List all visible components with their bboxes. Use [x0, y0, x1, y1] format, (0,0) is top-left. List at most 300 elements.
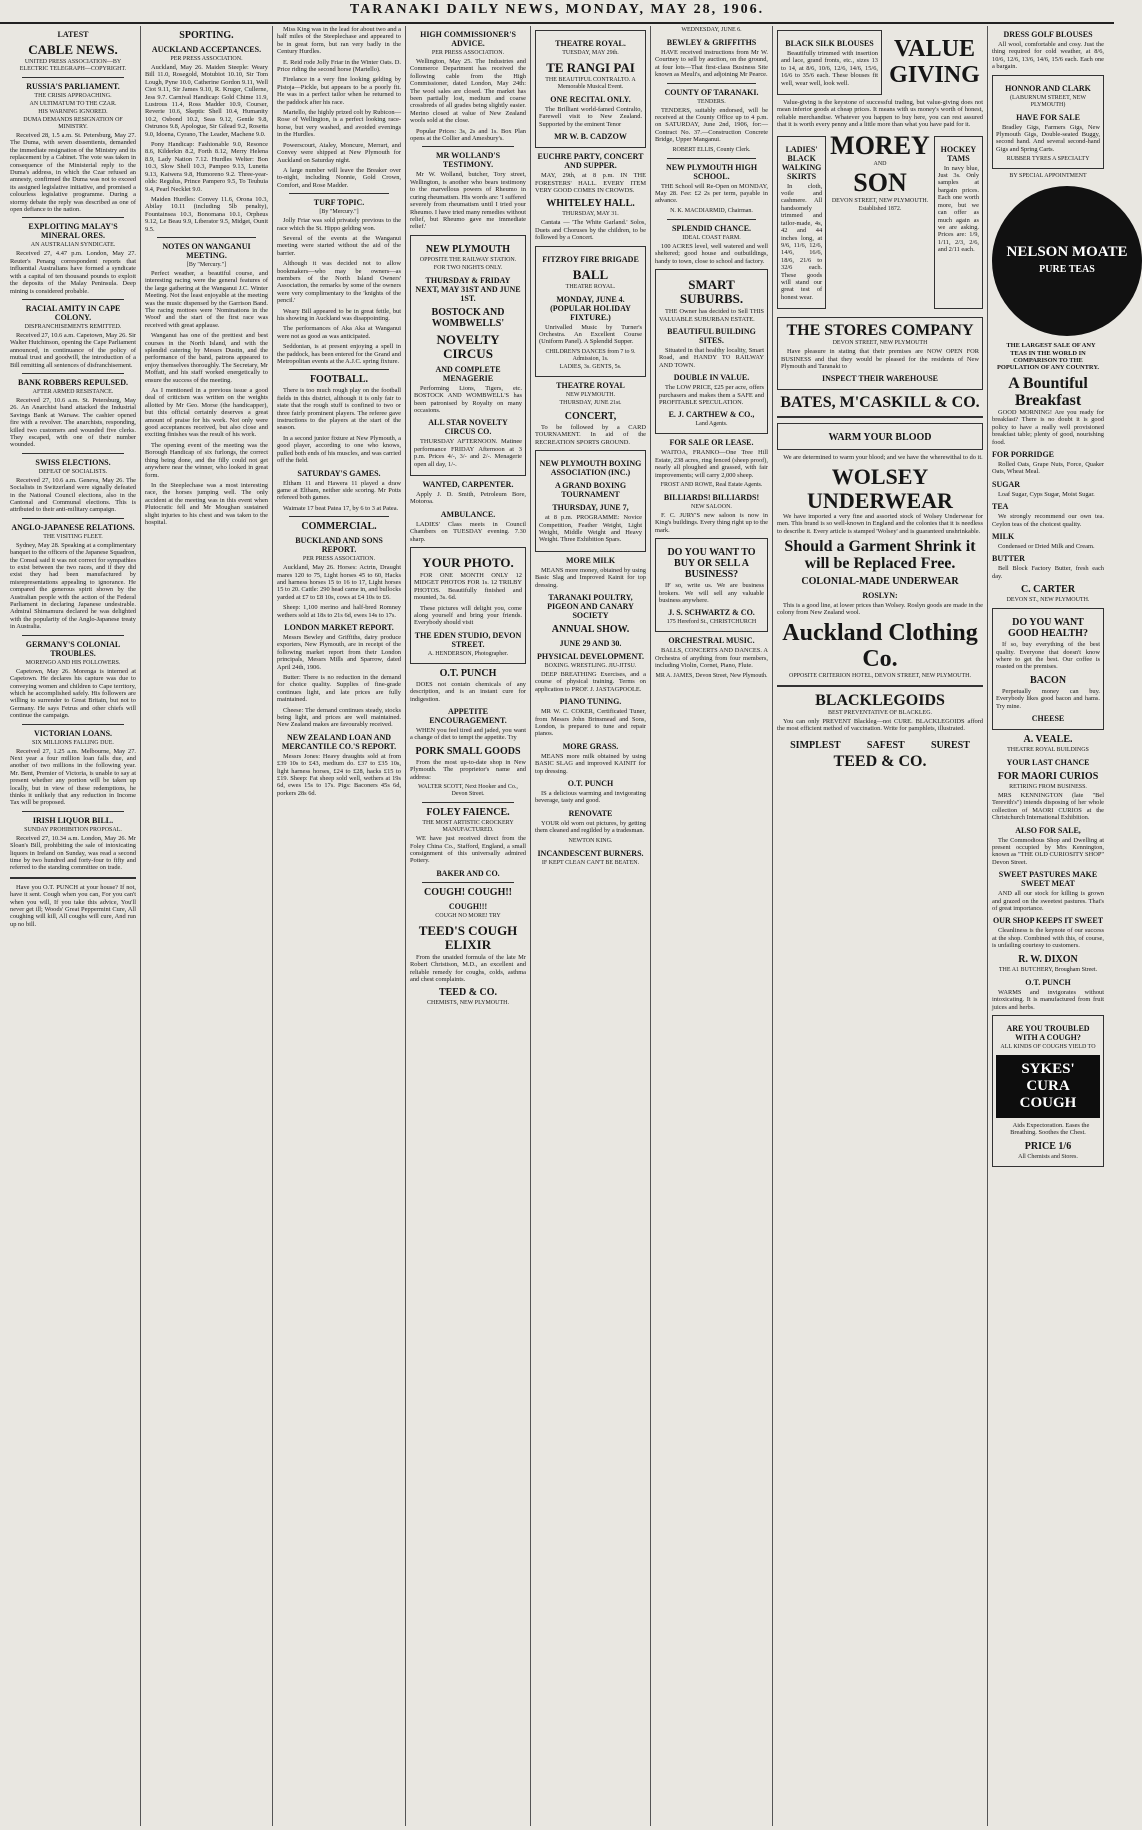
sale-body: WAITOA, FRANKO—One Tree Hill Estate, 238 acres, ring fenced (sheep proof), nearly all ploughed and grassed, with fair improvements; will carry 2,000 sheep.: [655, 449, 768, 479]
press-credit: UNITED PRESS ASSOCIATION—BY ELECTRIC TELEGRAPH—COPYRIGHT.: [19, 59, 127, 72]
column-6: [651, 26, 773, 1826]
masthead-title: TARANAKI DAILY NEWS, MONDAY, MAY 28, 1906.: [349, 2, 765, 17]
anglo-heading: ANGLO-JAPANESE RELATIONS.: [11, 522, 135, 532]
cape-body: Received 27, 10.6 a.m. Capetown, May 26. Sir Walter Hutchinson, opening the Cape Parliament announced, in continuance of the policy of mutual trust and goodwill, the introduction of a Bill remitting all sentences of disfranchisement.: [10, 331, 136, 369]
teed-name: TEED & CO.: [438, 987, 498, 999]
carthew-heading: E. J. CARTHEW & CO.,: [668, 410, 755, 420]
football-body-4: Waimate 17 beat Patea 17, by 6 to 3 at Patea.: [283, 504, 399, 512]
punch-body: DOES not contain chemicals of any description, and is an instant cure for indigestion.: [410, 680, 526, 703]
more-milk-heading: MORE MILK: [565, 555, 616, 565]
warm-blood-box: [777, 423, 983, 450]
dixon-heading: R. W. DIXON: [1018, 953, 1078, 965]
russia-body: Received 28, 1.5 a.m. St. Petersburg, May 27. The Duma, with seven dissentients, demanded the immediate resignation of the Ministry and its replacement by a Cabinet. The vote was taken in consequence of the Ministerial reply to the Duma's address, in which the Czar refused an amnesty, confirmed the Duma was not to exceed its assigned legislative initiative, and promised a colourless legislative programme. During a stormy debate the reply was described as one of open defiance to the nation.: [10, 132, 136, 214]
veale-sub: THEATRE ROYAL BUILDINGS: [1007, 747, 1089, 753]
health-body: If so, buy everything of the best quality. Everyone that doesn't know where to get the best. Our coffee is roasted on the premises.: [996, 641, 1100, 671]
te-date: TUESDAY, MAY 29th.: [562, 50, 619, 56]
column-1: [6, 26, 141, 1826]
sykes-price-sub: All Chemists and Stores.: [1018, 1153, 1078, 1160]
stores-inspect: INSPECT THEIR WAREHOUSE: [821, 374, 939, 384]
newspaper-columns: [6, 26, 1128, 1826]
physical-sub: BOXING. WRESTLING. JIU-JITSU.: [544, 662, 637, 669]
racing-note-3: Firelance in a very fine looking gelding by Pistoja—Pickle, but appears to be a poorly fit. He was in a perfect tailor when he returned to the paddock after his race.: [277, 76, 401, 106]
blacklegoids-heading: BLACKLEGOIDS: [815, 691, 945, 709]
auckland-clothing-heading: Auckland Clothing Co.: [782, 619, 978, 672]
circus-town: NEW PLYMOUTH: [425, 243, 511, 255]
cough-yields: ALL KINDS OF COUGHS YIELD TO: [1000, 1043, 1096, 1050]
county-clerk: ROBERT ELLIS, County Clerk.: [672, 146, 751, 153]
butter-list: Bell Block Factory Butter, fresh each day.: [992, 565, 1104, 580]
te-tenor: MR W. B. CADZOW: [554, 132, 627, 142]
swiss-body: Received 27, 10.6 a.m. Geneva, May 26. The Socialists in Switzerland were signally defeated in the National Council elections, also in the Cantonal and Communal elections. This is attributed to their anti-military campaign.: [10, 476, 136, 514]
nelson-heading: NELSON MOATE: [1006, 244, 1128, 261]
ball-children: CHILDREN'S DANCES from 7 to 9. Admission, 1s.: [545, 348, 636, 362]
football-heading: FOOTBALL.: [309, 374, 369, 386]
smart-body: THE Owner has decided to Sell THIS VALUABLE SUBURBAN ESTATE.: [659, 308, 764, 323]
boxing-org: NEW PLYMOUTH BOXING ASSOCIATION (INC.): [539, 459, 642, 478]
punch-body-2: IS a delicious warming and invigorating beverage, tasty and good.: [535, 790, 646, 805]
walking-body: In cloth, voile and cashmere. All handsomely trimmed and tailor-made, 4s, 42 and 44 inches long, at 9/6, 11/6, 12/6, 14/6, 16/6, 18/6, 21/6 to 32/6 each. These goods will stand our great test of honest wear.: [781, 182, 823, 301]
foley-sub: THE MOST ARTISTIC CROCKERY MANUFACTURED.: [422, 820, 514, 834]
nelson-sub: PURE TEAS: [1039, 264, 1095, 276]
byline: [By "Mercury."]: [319, 209, 359, 216]
teed-elixir-heading: TEED'S COUGH ELIXIR: [418, 922, 518, 952]
irish-body: Received 27, 10.34 a.m. London, May 26. Mr Sloan's Bill, prohibiting the sale of intoxicating liquors in Ireland on Sunday, was read a second time by two hundred and forty-four to fifty and referred to the standing committee on trade.: [10, 834, 136, 872]
all-star-heading: ALL STAR NOVELTY CIRCUS CO.: [428, 418, 508, 437]
last-chance-heading: YOUR LAST CHANCE: [1006, 758, 1090, 767]
hockey-heading: HOCKEY TAMS: [940, 144, 977, 163]
silk-blouses-ad: [777, 30, 882, 95]
poultry-heading: TARANAKI POULTRY, PIGEON AND CANARY SOCIETY: [547, 592, 634, 620]
sweet-body: AND all our stock for killing is grown and grazed on the sweetest pastures. That's of great importance.: [992, 890, 1104, 913]
school-body: THE School will Re-Open on MONDAY, May 28. Fee: £2 2s per term, payable in advance.: [655, 182, 768, 205]
wanganui-heading: NOTES ON WANGANUI MEETING.: [162, 241, 251, 260]
blacklegoids-body: You can only PREVENT Blackleg—not CURE. BLACKLEGOIDS afford the most efficient method of vaccination. Write for pamphlets, illustrated.: [777, 717, 983, 733]
vic-sub: SIX MILLIONS FALLING DUE.: [32, 739, 114, 746]
cough-question: ARE YOU TROUBLED WITH A COUGH?: [1006, 1023, 1090, 1042]
cough-heading: COUGH! COUGH!!: [423, 886, 513, 898]
bewley-heading: BEWLEY & GRIFFITHS: [666, 38, 757, 47]
slogan-simplest: SIMPLEST: [790, 739, 841, 751]
te-theatre: THEATRE ROYAL.: [555, 39, 626, 48]
sites-heading: BEAUTIFUL BUILDING SITES.: [667, 326, 756, 345]
circus-venue: OPPOSITE THE RAILWAY STATION.: [419, 256, 517, 263]
blood-body: We are determined to warm your blood; and we have the wherewithal to do it.: [783, 454, 983, 462]
column-3: [273, 26, 406, 1826]
poultry-date: JUNE 29 AND 30.: [559, 638, 622, 648]
russia-sub-3: HIS WARNING IGNORED.: [38, 109, 108, 115]
teed-body: From the unaided formula of the late Mr Robert Christison, M.D., an excellent and reliable remedy for coughs, colds, asthma and chest complaints.: [410, 953, 526, 983]
te-sub: THE BEAUTIFUL CONTRALTO. A Memorable Musical Event.: [545, 77, 636, 90]
appointment-line: BY SPECIAL APPOINTMENT: [1009, 173, 1087, 180]
germany-body: Capetown, May 26. Morenga is interned at Capetown. He declares his capture was due to conveying women and children to Cape territory, which he accomplished safely. His followers are willing to surrender to Great Britain, but not to Germany. He says Fetrus and other chiefs will continue the campaign.: [10, 667, 136, 720]
top-date: WEDNESDAY, JUNE 6.: [681, 27, 742, 33]
column-4: [406, 26, 531, 1826]
turf-note-1: Jolly Friar was sold privately previous to the race which the St. Hippo gelding won.: [277, 217, 401, 232]
double-body: The LOW PRICE, £25 per acre, offers purchasers and makes them a SAFE and PROFITABLE SPECULATION.: [659, 384, 764, 406]
germany-heading: GERMANY'S COLONIAL TROUBLES.: [25, 639, 121, 658]
appetite-heading: APPETITE ENCOURAGEMENT.: [429, 707, 507, 726]
turf-note-4: Weary Bill appeared to be in great fettle, but his showing in Auckland was disappointing.: [277, 307, 401, 322]
football-body-1: There is too much rough play on the football fields in this district, although it is only fair to state that the rough stuff is confined to two or three fairly prominent players. The referee gave instructions to the players at the start of the season.: [277, 387, 401, 432]
honnor-foot: RUBBER TYRES A SPECIALTY: [1006, 156, 1090, 163]
incandescent-heading: INCANDESCENT BURNERS.: [537, 848, 644, 858]
wanganui-notes-3: As I mentioned in a previous issue a good deal of criticism was written on the weights allotted by Mr Geo. Morse (the handicapper), but this official certainly deserves a great amount of praise for his work. Not only were good acceptances received, but also close and exciting finishes was the result of his work.: [145, 387, 268, 439]
boxing-date: THURSDAY, JUNE 7,: [552, 503, 629, 513]
russia-heading: RUSSIA'S PARLIAMENT.: [26, 82, 120, 91]
morey-and: AND: [873, 160, 887, 167]
appetite-body: WHEN you feel tired and jaded, you want a change of diet to tempt the appetite. Try: [410, 727, 526, 742]
circus-novelty: NOVELTY CIRCUS: [436, 331, 500, 361]
press-credit: PER PRESS ASSOCIATION.: [431, 50, 505, 56]
wanganui-notes-4: The opening event of the meeting was the Borough Handicap of six furlongs, the correct thing being done, and the filly could not get anywhere near the winner, who looked in great form.: [145, 441, 268, 479]
punch-heading-2: O.T. PUNCH: [567, 779, 614, 788]
sykes-body: Aids Expectoration. Eases the Breathing. Soothes the Chest.: [1010, 1121, 1090, 1137]
slogan-surest: SUREST: [930, 739, 970, 751]
health-ad: [992, 608, 1104, 730]
maori-heading: FOR MAORI CURIOS: [997, 771, 1099, 782]
column-7: [773, 26, 988, 1826]
blacklegoids-vendor: TEED & CO.: [833, 752, 927, 770]
stores-body: Have pleasure in stating that their premises are NOW OPEN FOR BUSINESS and that they would be pleased for the residents of New Plymouth and Taranaki to: [781, 348, 979, 370]
honnor-body: Bradley Gigs, Farmers Gigs, New Plymouth Gigs, Double-seated Buggy, second hand. And several second-hand Gigs and Spring Carts.: [996, 123, 1100, 153]
circus-nights: FOR TWO NIGHTS ONLY.: [433, 264, 503, 271]
honnor-sale: HAVE FOR SALE: [1016, 112, 1080, 122]
morey-established: Established 1872.: [858, 205, 902, 212]
bank-body: Received 27, 10.6 a.m. St. Petersburg, May 26. An Anarchist band attacked the Industrial Savings Bank at Warsaw. The cashier opened fire with a revolver. The anarchists, responding, killed two customers and wounded five clerks. They escaped, with one of their number wounded.: [10, 396, 136, 449]
wanganui-notes-5: In the Steeplechase was a most interesting race, the horses jumping well. The only accident at the meeting was in this event when Plutocratic fell and Mr Moughan sustained slight injuries to his chest and was taken to the hospital.: [145, 481, 268, 526]
milk-label: MILK: [992, 531, 1015, 541]
piano-body: MR W. C. COKER, Certificated Tuner, from Messrs John Brinsmead and Sons, London, is prepared to tune and repair pianos.: [535, 708, 646, 738]
bacon-body: Perpetually money can buy. Everybody likes good bacon and hams. Try mine.: [996, 687, 1100, 710]
colonial-body: This is a good line, at lower prices than Wolsey. Roslyn goods are made in the colony from New Zealand wool.: [777, 602, 983, 617]
carthew-sub: Land Agents.: [695, 421, 728, 428]
whitely-heading: WHITELEY HALL.: [546, 198, 635, 210]
photo-body-2: These pictures will delight you, come along yourself and bring your friends. Everybody should visit: [414, 604, 522, 627]
county-sub: TENDERS.: [697, 98, 726, 105]
value-giving-ad: [886, 26, 983, 99]
te-body: The Brilliant world-famed Contralto, Farewell visit to New Zealand. Supported by the eminent Tenor: [539, 106, 642, 128]
high-commissioner-body: Wellington, May 25. The Industries and Commerce Department has received the following cable from the High Commissioner, dated London, May 24th: The wool sales are closed. The market has been partially lost, medium and coarse crossbreds of all grades being slightly easier. Merino closed at value of New Zealand wools sold at the close.: [410, 58, 526, 125]
football-body-3: Eltham 11 and Hawera 11 played a draw game at Eltham, neither side scoring. Mr Potts refereed both games.: [277, 479, 401, 502]
vic-heading: VICTORIAN LOANS.: [33, 728, 113, 738]
carter-sub: DEVON ST., NEW PLYMOUTH.: [1006, 597, 1090, 604]
circus-name: BOSTOCK AND WOMBWELLS': [431, 306, 505, 329]
auckland-acceptances-heading: AUCKLAND ACCEPTANCES.: [151, 45, 262, 54]
porridge-list: Rolled Oats, Grape Nuts, Force, Quaker Oats, Wheat Meal.: [992, 460, 1104, 476]
dress-golf-body: All wool, comfortable and cosy. Just the thing required for cold weather, at 8/6, 10/6, 12/6, 13/6, 14/6, 15/6 each. Each one a bargain.: [992, 41, 1104, 71]
silk-body: Beautifully trimmed with insertion and lace, grand fronts, etc., sizes 13 to 14, at 8/6, 10/6, 12/6, 14/6, 15/6, 16/6 to 35/6 each. These blouses fit well, wear well, look well.: [781, 50, 878, 87]
bountiful-body: GOOD MORNING! Are you ready for breakfast? There is no doubt it is good policy to have a really well provisioned breakfast table; plenty of good, nourishing food.: [992, 408, 1104, 446]
silk-heading: BLACK SILK BLOUSES: [785, 39, 874, 48]
germany-sub: MORENGO AND HIS FOLLOWERS.: [25, 659, 121, 666]
tea-list: We strongly recommend our own tea. Ceylon teas of the choicest quality.: [992, 513, 1104, 528]
ambulance-heading: AMBULANCE.: [440, 509, 496, 519]
auckland-clothing-address: OPPOSITE CRITERION HOTEL, DEVON STREET, NEW PLYMOUTH.: [788, 672, 971, 679]
fire-brigade-ball-ad: [535, 246, 646, 377]
vic-body: Received 27, 1.25 a.m. Melbourne, May 27. Next year a four million loan falls due, and another of two millions in the following year. Mr. Bent, Premier of Victoria, is unable to say at present whether any portion will be taken up locally, but in view of these redemptions, he thinks it unlikely that any reduction in Income Tax will be proposed.: [10, 747, 136, 807]
byline: [By "Mercury."]: [186, 261, 227, 268]
swiss-sub: DEFEAT OF SOCIALISTS.: [38, 468, 108, 475]
school-chairman: N. K. MACDIARMID, Chairman.: [670, 207, 753, 214]
theatre-2-heading: THEATRE ROYAL: [556, 380, 625, 390]
turf-note-2: Several of the events at the Wanganui meeting were started without the aid of the barrier.: [277, 234, 401, 257]
wolsey-heading: WOLSEY UNDERWEAR: [807, 463, 953, 513]
honnor-heading: HONNOR AND CLARK: [1005, 83, 1091, 93]
renovate-body: YOUR old worn out pictures, by getting them cleaned and regilded by a tradesman.: [535, 819, 646, 835]
russia-sub-2: AN ULTIMATUM TO THE CZAR.: [29, 101, 117, 107]
tea-label: TEA: [992, 502, 1009, 512]
theatre-2-date: THURSDAY, JUNE 21st.: [559, 399, 622, 406]
sale-heading: FOR SALE OR LEASE.: [669, 438, 754, 448]
ball-date: MONDAY, JUNE 4. (POPULAR HOLIDAY FIXTURE.): [550, 294, 631, 322]
morey-son: SON: [853, 167, 907, 197]
piano-heading: PIANO TUNING.: [559, 697, 622, 707]
cough-sub: COUGH!!!: [448, 901, 488, 911]
turf-note-3: Although it was decided not to allow bookmakers—who may be owners—as members of the North Island Owners' Association, the remarks by some of the owners were very complimentary to the 'knights of the pencil.': [277, 260, 401, 305]
acceptances-body-2: Pony Handicap: Fashionable 9.0, Resonce 8.6, Kilderkin 8.2, Forth 8.12, Merry Helena 8.9, Lady Nation 7.12. Hurdles Welter: Bon 10.3, Slow Shell 10.3, Pampeo 9.13, Lunetta 9.13, Kaiwera 9.8, Humoreno 9.2. Three-year-olds: Regulus, Prince Pampero 9.5, To Teuhuia 9.4, Pearl Necklet 9.0.: [145, 141, 268, 193]
sweet-heading: SWEET PASTURES MAKE SWEET MEAT: [998, 870, 1098, 889]
bank-heading: BANK ROBBERS REPULSED.: [17, 377, 129, 387]
splendid-sub: IDEAL COAST FARM.: [682, 234, 741, 241]
baker-name: BAKER AND CO.: [436, 868, 500, 878]
racing-note-1: Miss King was in the lead for about two and a half miles of the Steeplechase and appeared to be in great form, but ran very badly in the Century Hurdles.: [277, 26, 401, 56]
shrink-heading: Should a Garment Shrink it will be Replaced Free.: [784, 538, 976, 572]
dress-golf-heading: DRESS GOLF BLOUSES: [1003, 30, 1093, 39]
acceptances-body-1: Auckland, May 26. Maiden Steeple: Weary Bill 11.0, Rosegold, Motubiot 10.10, Sir Tom Lough, Pyne 10.0, Catherine Gordon 9.11, Well Ciot 9.11, Sir James 9.10, R. Kruger, Cullerne, Jess 9.7. Carnival Handicap: Gold Chime 11.9, Lustrous 11.4, Ross Madder 10.9, Courser, Reverie 10.6, Skeptic Shell 10.4, Humanity 10.2, Osbond 10.2, Seas 9.12, Gentle 9.8, Ostrunos 9.8, Apologue, Sir Gilead 9.2, Rosetta 9.0, Idoena, Cyrano, The Leader, Machene 9.0.: [145, 64, 268, 138]
bank-sub: AFTER ARMED RESISTANCE.: [32, 388, 114, 395]
malay-body: Received 27, 4.47 p.m. London, May 27. Reuter's Penang correspondent reports that influential Australians have formed a syndicate with a capital of ten thousand pounds to exploit the deposits of the Malay Peninsula. Deep mining is considered probable.: [10, 250, 136, 295]
column-2: [141, 26, 273, 1826]
bacon-heading: BACON: [1029, 674, 1067, 686]
punch-heading-3: O.T. PUNCH: [1025, 977, 1071, 987]
circus-days: THURSDAY & FRIDAY NEXT, MAY 31ST AND JUNE 1ST.: [415, 275, 521, 303]
wanganui-notes-1: Perfect weather, a beautiful course, and interesting racing were the general features of the large gathering at the Wanganui J.C. Winter Meeting. Not the least enjoyable at the meeting was the music dispensed by the Garrison Band. The racing mottoes were 'Nominations in the Wood' and the start of the first race was received with great applause.: [145, 269, 268, 329]
te-name: TE RANGI PAI: [546, 60, 635, 75]
porridge-label: FOR PORRIDGE: [992, 449, 1054, 459]
turf-note-5: The performances of Aka Aka at Wanganui were not as good as was anticipated.: [277, 325, 401, 340]
commercial-heading: COMMERCIAL.: [301, 521, 377, 533]
circus-body: Performing Lions, Tigers, etc. BOSTOCK AND WOMBWELL'S has been patronised by Royalty on many occasions.: [414, 384, 522, 414]
stores-address: DEVON STREET, NEW PLYMOUTH: [832, 340, 928, 347]
high-commissioner-heading: HIGH COMMISSIONER'S ADVICE.: [420, 30, 516, 48]
value-giving-body: Value-giving is the keystone of successful trading, but value-giving does not mean inferior goods at cheap prices. It means with us money's worth of honest, reliable merchandise. Whatever you happen to buy here, you can rest assured that it is worth every penny and a little more than what you have paid for it.: [777, 99, 983, 129]
stores-company-ad: [777, 317, 983, 390]
anglo-sub: THE VISITING FLEET.: [43, 533, 103, 540]
colonial-heading: COLONIAL-MADE UNDERWEAR: [801, 576, 959, 587]
walking-skirts-ad: [777, 136, 826, 310]
te-one-recital: ONE RECITAL ONLY.: [550, 95, 631, 104]
county-body: TENDERS, suitably endorsed, will be received at the County Office up to 4 p.m. on SATURDAY, June 2nd, 1906, for:— Contract No. 37.—Construction Concrete Bridge, Upper Manganui.: [655, 106, 768, 144]
grass-heading: MORE GRASS.: [562, 741, 619, 751]
russia-sub-4: DUMA DEMANDS RESIGNATION OF MINISTRY.: [23, 117, 123, 130]
maori-sub: RETIRING FROM BUSINESS.: [1009, 784, 1087, 790]
schwartz-address: 175 Hereford St., CHRISTCHURCH: [666, 619, 757, 626]
sites-body: Situated in that healthy locality, Smart Road, and HANDY TO RAILWAY AND TOWN.: [659, 346, 764, 369]
morey-name: MOREY: [830, 130, 930, 160]
racing-note-5: Powerscourt, Ataley, Moncure, Merrart, and Convey were shipped at New Plymouth for Auckland on Saturday night.: [277, 141, 401, 164]
concert-heading: CONCERT,: [564, 410, 617, 422]
shop-body: Cleanliness is the keynote of our success at the shop. Combined with this, of course, is unfailing courtesy to customers.: [992, 927, 1104, 950]
sell-heading: DO YOU WANT TO BUY OR SELL A BUSINESS?: [667, 547, 756, 581]
london-market-heading: LONDON MARKET REPORT.: [284, 622, 394, 632]
butter-label: BUTTER: [992, 554, 1025, 564]
malay-sub: AN AUSTRALIAN SYNDICATE.: [30, 242, 116, 249]
blouses-row: [777, 26, 983, 99]
cheese-label: CHEESE: [1031, 714, 1065, 723]
foley-heading: FOLEY FAIENCE.: [426, 807, 510, 819]
sykes-price: PRICE 1/6: [1024, 1140, 1072, 1152]
photo-studio: THE EDEN STUDIO, DEVON STREET.: [414, 630, 522, 649]
nz-loan-heading: NEW ZEALAND LOAN AND MERCANTILE CO.'S REPORT.: [281, 732, 397, 751]
billiards-heading: BILLIARDS! BILLIARDS!: [663, 492, 760, 502]
orchestral-body: BALLS, CONCERTS AND DANCES. A Orchestra of anything from four members, including Violin, Cornet, Piano, Flute.: [655, 647, 768, 670]
column-5: [531, 26, 651, 1826]
school-heading: NEW PLYMOUTH HIGH SCHOOL.: [665, 162, 758, 181]
circus-menagerie: AND COMPLETE MENAGERIE: [435, 364, 501, 383]
racing-note-4: Martello, the highly prized colt by Rubicon—Rose of Wellington, is a perfect looking race-horse, but very washed, and avoided evenings in the Hurdles.: [277, 109, 401, 139]
photo-body-1: FOR ONE MONTH ONLY 12 MIDGET PHOTOS FOR 1s. 12 TRILBY PHOTOS. Beautifully finished and mounted, 3s. 6d.: [414, 572, 522, 602]
value-giving-heading: VALUE GIVING: [889, 36, 980, 88]
euchre-heading: EUCHRE PARTY, CONCERT AND SUPPER.: [537, 152, 644, 171]
whitely-body: Cantata — 'The White Garland.' Solos, Duets and Choruses by the children, to be followed by a Concert.: [535, 219, 646, 242]
commercial-body-2: Sheep: 1,100 merino and half-bred Romney wethers sold at 18s to 21s 6d, ewes 14s to 17s.: [277, 604, 401, 619]
boxing-ad: [535, 450, 646, 552]
racing-note-2: E. Reid rode Jolly Friar in the Winter Oats. D. Price riding the second horse (Martello).: [277, 58, 401, 74]
concert-body: To be followed by a CARD TOURNAMENT. In aid of the RECREATION SPORTS GROUND.: [535, 423, 646, 446]
boxing-heading: A GRAND BOXING TOURNAMENT: [554, 481, 627, 500]
honnor-sub: (LABURNUM STREET, NEW PLYMOUTH): [1009, 94, 1087, 108]
hockey-ad: [934, 136, 983, 310]
physical-body: DEEP BREATHING Exercises, and a course of physical training. Terms on application to PROF. J. JASTAGPOOLE.: [535, 670, 646, 693]
press-credit: PER PRESS ASSOCIATION.: [302, 556, 376, 563]
health-heading: DO YOU WANT GOOD HEALTH?: [1008, 617, 1088, 640]
slogan-safest: SAFEST: [866, 739, 905, 751]
more-milk-body: MEANS more money, obtained by using Basic Slag and Improved Kainit for top dressing.: [535, 566, 646, 589]
turf-note-6: Seddonian, is at present enjoying a spell in the paddock, has been entered for the Grand and Metropolitan events at the A.J.C. spring fixture.: [277, 343, 401, 366]
ball-prices: LADIES, 3s. GENTS, 5s.: [559, 363, 622, 370]
cape-sub: DISFRANCHISEMENTS REMITTED.: [24, 323, 122, 330]
walking-heading: LADIES' BLACK WALKING SKIRTS: [781, 144, 822, 181]
billiards-sub: NEW SALOON.: [691, 503, 732, 510]
commercial-body-6: Messrs Jones: Heavy draughts sold at from £39 10s to £43, medium do. £37 to £35 10s, light harness horses, £24 to £28, hacks £15 to £19. Sheep: Fat sheep sold well, wethers at 19s 6d, ewes 15s to 17s. Pigs: Baconers 45s 6d, porkers 28s 6d.: [277, 752, 401, 797]
commercial-body-4: Butter: There is no reduction in the demand for choice quality. Supplies of fine-grade continues light, and late prices are fully maintained.: [277, 674, 401, 704]
malay-heading: EXPLOITING MALAY'S MINERAL ORES.: [28, 222, 118, 241]
swiss-heading: SWISS ELECTIONS.: [35, 457, 111, 467]
bountiful-heading: A Bountiful Breakfast: [1008, 374, 1088, 409]
masthead: [0, 0, 1114, 24]
heading-latest: LATEST: [57, 30, 89, 39]
milk-list: Condensed or Dried Milk and Cream.: [998, 542, 1095, 550]
skirts-row: [777, 132, 983, 314]
anglo-body: Sydney, May 28. Speaking at a complimentary banquet to the officers of the Japanese Squadron, the Consul said it was not correct for sympathies to exist between the two races, and if they did exist they had been manufactured by misrepresentations appealing to ignorance. He compared the generous spirit shown by the Australian people with the action of the Federal Parliament in declaring Japanese undesirable. Admiral Shimamura declared he was delighted with the popularity of the Anglo-Japanese treaty in Australia.: [10, 541, 136, 631]
shop-heading: OUR SHOP KEEPS IT SWEET: [992, 916, 1104, 926]
irish-sub: SUNDAY PROHIBITION PROPOSAL.: [24, 826, 122, 833]
all-star-body: THURSDAY AFTERNOON. Matinee performance FRIDAY Afternoon at 3 p.m. Prices 4/-, 3/- and 2/-. Menagerie open all day, 1/-.: [414, 438, 522, 468]
bates-heading: BATES, M'CASKILL & CO.: [780, 394, 980, 412]
buckland-heading: BUCKLAND AND SONS REPORT.: [295, 536, 383, 555]
veale-heading: A. VEALE.: [1023, 734, 1073, 745]
commercial-body-1: Auckland, May 26. Horses: Actrin, Draught mares 120 to 75, Light horses 45 to 60, Hacks and harness horses 15 to 16 to 17, Light horses 15 to 20. Cattle: 290 head came in, and bullocks yarded at £7 to £8 10s, cows at £4 10s to £6.: [277, 564, 401, 601]
wolland-body: Mr W. Wolland, butcher, Tory street, Wellington, is another who bears testimony to the marvellous powers of Rheumo in curing rheumatism. His words are: 'I suffered severely from rheumatism until I tried your Rheumo. I have tried many remedies without relief, but Rheumo gave me immediate relief.': [410, 171, 526, 231]
wolsey-body: We have imported a very fine and assorted stock of Wolsey Underwear for men. This brand is so well-known in England and the colonies that it is needless to describe it. Every article is stamped 'Wolsey' and is guaranteed unshrinkable.: [777, 512, 983, 535]
photo-ad: [410, 547, 526, 664]
pork-heading: PORK SMALL GOODS: [415, 745, 521, 757]
pork-vendor: WALTER SCOTT, Next Hooker and Co., Devon Street.: [418, 784, 518, 798]
punch-heading: O.T. PUNCH: [439, 667, 497, 679]
morey-address: DEVON STREET, NEW PLYMOUTH.: [831, 197, 929, 204]
ball-body: Unrivalled Music by Turner's Orchestra. An Excellent Course (Uniform Panel). A Splendid Supper.: [539, 323, 642, 346]
sykes-ad: [992, 1015, 1104, 1167]
physical-heading: PHYSICAL DEVELOPMENT.: [537, 651, 644, 661]
commercial-body-3: Messrs Bewley and Griffiths, dairy produce exporters, New Plymouth, are in receipt of the following market report from their London principals, Messrs Mills and Sparrow, dated April 24th, 1906.: [277, 633, 401, 671]
boxing-body: at 8 p.m. PROGRAMME: Novice Competition, Feather Weight, Light Weight, Middle Weight and Heavy Weight. Three Exhibition Spars.: [539, 514, 642, 544]
grass-body: MEANS more milk obtained by using BASIC SLAG and improved KAINIT for top dressing.: [535, 752, 646, 775]
blood-heading: WARM YOUR BLOOD: [828, 432, 932, 444]
morey-ad: [830, 132, 930, 314]
billiards-body: F. C. JURY'S new saloon is now in King's buildings. Every thing right up to the mark.: [655, 511, 768, 534]
blacklegoids-sub: BEST PREVENTATIVE OF BLACKLEG.: [827, 709, 933, 716]
double-heading: DOUBLE IN VALUE.: [673, 373, 750, 383]
renovate-name: NEWTON KING.: [568, 837, 613, 844]
euchre-body: MAY, 29th, at 8 p.m. IN THE FORESTERS' HALL. EVERY ITEM VERY GOOD COMES IN CROWDS.: [535, 172, 646, 195]
punch-body-3: WARMS and invigorates without intoxicating. It is manufactured from fruit juices and herbs.: [992, 988, 1104, 1011]
orchestral-name: MR A. JAMES, Devon Street, New Plymouth.: [655, 672, 768, 679]
dixon-sub: THE A1 BUTCHERY, Brougham Street.: [998, 966, 1098, 973]
theatre-2-sub: NEW PLYMOUTH.: [565, 391, 616, 398]
turf-topic-heading: TURF TOPIC.: [313, 198, 365, 208]
heading-cable-news: CABLE NEWS.: [28, 42, 118, 57]
also-sale-heading: ALSO FOR SALE,: [1015, 825, 1081, 835]
sugar-label: SUGAR: [992, 479, 1021, 489]
honnor-clark-ad: [992, 75, 1104, 170]
racing-note-6: A large number will leave the Breaker over to-night, including Nonnie, Gold Crown, Comfort, and Rose Madder.: [277, 166, 401, 189]
cape-heading: RACIAL AMITY IN CAPE COLONY.: [25, 303, 121, 322]
stores-heading: THE STORES COMPANY: [786, 322, 974, 340]
circus-ad: [410, 235, 526, 476]
punch-verse-ad: Have you O.T. PUNCH at your house? If not, have it sent. Cough when you can, For you can't when you will, If you take this advice, You'll never get ill; Woods' Great Peppermint Cure, All coughing will kill, All coughs will cure, And run up no bill.: [10, 883, 136, 928]
sell-body: IF so, write us. We are business brokers. We will sell any valuable business anywhere.: [659, 582, 764, 604]
schwartz-heading: J. S. SCHWARTZ & CO.: [668, 608, 755, 618]
photographer-name: A. HENDERSON, Photographer.: [427, 650, 509, 657]
teed-sub: CHEMISTS, NEW PLYMOUTH.: [427, 1000, 509, 1007]
ball-venue: THEATRE ROYAL.: [565, 283, 616, 290]
poultry-show: ANNUAL SHOW.: [551, 623, 630, 635]
te-rangi-pai-ad: [535, 30, 646, 148]
splendid-heading: SPLENDID CHANCE.: [671, 223, 752, 233]
wanganui-notes-2: Wanganui has one of the prettiest and best courses in the North Island, and with the splendid catering by Messrs Dustin, and the performance of the band, patrons appeared to enjoy themselves thoroughly. The Secretary, Mr Moffatt, and his staff worked energetically to ensure the success of the meeting.: [145, 332, 268, 384]
irish-heading: IRISH LIQUOR BILL.: [32, 815, 114, 825]
press-credit: PER PRESS ASSOCIATION.: [170, 56, 243, 62]
russia-sub-1: THE CRISIS APPROACHING.: [34, 93, 112, 99]
ball-org: FITZROY FIRE BRIGADE: [542, 254, 639, 264]
smart-suburbs-ad: [655, 269, 768, 434]
business-broker-ad: [655, 538, 768, 632]
blacklegoids-slogans: [777, 736, 983, 753]
box-plan-note: Popular Prices: 3s, 2s and 1s. Box Plan opens at the Collier and Amesbury's.: [410, 127, 526, 143]
nelson-moate-logo: [992, 186, 1142, 336]
saturday-games-heading: SATURDAY'S GAMES.: [297, 468, 381, 478]
bewley-body: HAVE received instructions from Mr W. Courtney to sell by auction, on the ground, at four lots—That first-class Business Site known as Meuli's, and adjoining Mr Pearce.: [655, 49, 768, 79]
acceptances-body-3: Maiden Hurdles: Convey 11.6, Orona 10.3, Abilay 10.11 (including 5lb penalty), Fountainsea 10.3, Bonomana 10.1, Orpheus 9.12, Le Beau 9.9, Liberator 9.5, Midget, Ounit 9.5.: [145, 195, 268, 233]
wolland-heading: MR WOLLAND'S TESTIMONY.: [435, 151, 501, 170]
maori-body: MRS KENNINGTON (late "Bel Terevith's") intends disposing of her whole collection of MAORI CURIOS at the Christchurch International Exhibition.: [992, 792, 1104, 822]
commercial-body-5: Cheese: The demand continues steady, stocks being light, and prices are well maintained. New Zealand makes are favourably received.: [277, 706, 401, 729]
hockey-body: In navy blue, Just 3s. Only samples at bargain prices. Each one worth more, but we can offer as much again as we are asking. Prices are: 1/9, 1/11, 2/3, 2/6, and 2/11 each.: [937, 164, 980, 254]
whitely-date: THURSDAY, MAY 31.: [562, 211, 619, 218]
sykes-heading: SYKES' CURA COUGH: [996, 1055, 1100, 1118]
football-body-2: In a second junior fixture at New Plymouth, a good player, according to one who knows, pulled both ends of his muscles, and was carried off the field.: [277, 434, 401, 465]
foley-body: WE have just received direct from the Foley China Co., Stafford, England, a small consignment of this universally admired Pottery.: [410, 835, 526, 865]
